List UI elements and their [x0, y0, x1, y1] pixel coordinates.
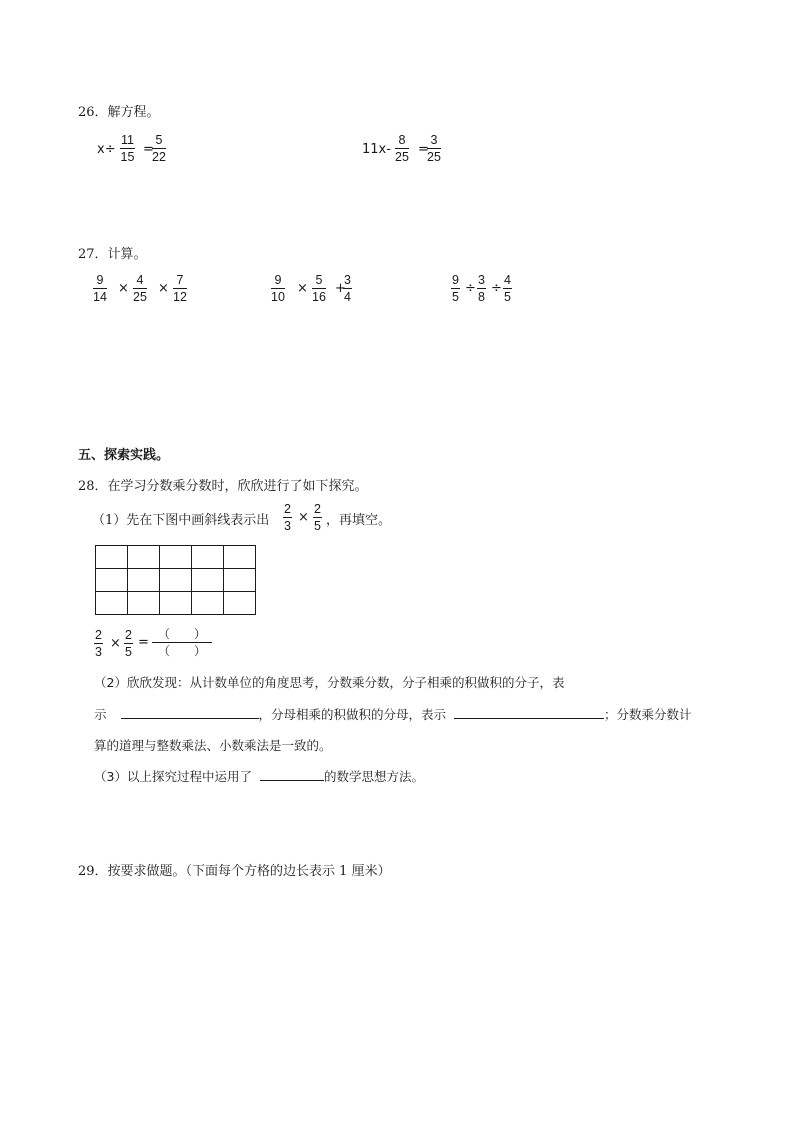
q27-e1-frac-c	[173, 273, 187, 304]
q26-eq2-equals: =	[418, 142, 429, 157]
q26-eq1-frac1	[120, 133, 135, 164]
numerator: 4	[133, 273, 147, 289]
grid-cell[interactable]	[224, 569, 256, 592]
grid-cell[interactable]	[128, 592, 160, 615]
q27-e1-op1: ×	[118, 281, 129, 296]
q26-eq2-lhs: 11x-	[362, 142, 391, 157]
grid-row	[96, 592, 256, 615]
numerator: 3	[427, 133, 441, 149]
answer-blank-2[interactable]	[454, 706, 604, 719]
q27-e3-frac-a	[451, 273, 460, 304]
q28-ans-op: ×	[110, 636, 121, 651]
numerator: 3	[344, 273, 351, 287]
grid-cell[interactable]	[192, 546, 224, 569]
numerator: 2	[314, 502, 321, 516]
q27-e2-op2: +	[335, 281, 346, 296]
q27-e3-op2: ÷	[491, 281, 502, 296]
denominator: 14	[93, 290, 107, 304]
grid-cell[interactable]	[128, 569, 160, 592]
denominator: 25	[395, 150, 409, 164]
q26-eq1-equals: =	[143, 142, 154, 157]
q27-e2-frac-a	[271, 273, 285, 304]
q28-part1-prefix: （1）先在下图中画斜线表示出	[92, 513, 270, 528]
text: （3）以上探究过程中运用了	[94, 769, 252, 784]
grid-cell[interactable]	[160, 592, 192, 615]
q28-part1-frac2	[313, 502, 322, 533]
denominator: 4	[344, 290, 351, 304]
grid-cell[interactable]	[160, 569, 192, 592]
grid-row	[96, 546, 256, 569]
q26-label: 26．解方程。	[78, 105, 160, 120]
q28-part1-suffix: ，再填空。	[326, 513, 392, 528]
denominator: 16	[312, 290, 326, 304]
denominator: 25	[427, 150, 441, 164]
grid-cell[interactable]	[96, 546, 128, 569]
denominator: 5	[314, 519, 321, 533]
denominator: 5	[125, 645, 132, 659]
grid-cell[interactable]	[128, 546, 160, 569]
numerator: 7	[173, 273, 187, 289]
denominator: 3	[284, 519, 291, 533]
q28-part1-frac1	[283, 502, 292, 533]
answer-blank-1[interactable]	[121, 706, 259, 719]
q28-part3	[94, 767, 424, 785]
q27-e2-frac-c	[343, 273, 352, 304]
numerator: 2	[284, 502, 291, 516]
q27-e1-op2: ×	[158, 281, 169, 296]
numerator: 9	[93, 273, 107, 289]
numerator: 4	[504, 273, 511, 287]
denominator: 15	[120, 150, 135, 164]
q27-e3-frac-c	[503, 273, 512, 304]
q28-part2-line2	[94, 705, 692, 723]
grid-cell[interactable]	[224, 546, 256, 569]
section5-title: 五、探索实践。	[78, 448, 170, 463]
grid-cell[interactable]	[96, 592, 128, 615]
denominator: 8	[478, 290, 485, 304]
q27-e2-op1: ×	[297, 281, 308, 296]
q27-e1-frac-a	[93, 273, 107, 304]
q28-part2-line1: （2）欣欣发现：从计数单位的角度思考，分数乘分数，分子相乘的积做积的分子，表	[94, 675, 565, 690]
numerator: 5	[152, 133, 166, 149]
q28-ans-frac1	[94, 628, 103, 659]
answer-denominator-blank[interactable]: （ ）	[158, 644, 207, 658]
q28-label: 28．在学习分数乘分数时，欣欣进行了如下探究。	[78, 479, 368, 494]
denominator: 5	[452, 290, 459, 304]
q26-eq1-lhs: x÷	[97, 142, 116, 157]
q28-ans-frac2	[124, 628, 133, 659]
numerator: 11	[121, 133, 134, 147]
numerator: 9	[271, 273, 285, 289]
q26-eq2-frac1	[395, 133, 409, 164]
numerator: 9	[452, 273, 459, 287]
q27-e3-op1: ÷	[465, 281, 476, 296]
denominator: 10	[271, 290, 285, 304]
text: ；分数乘分数计	[604, 707, 692, 722]
numerator: 2	[125, 628, 132, 642]
grid-cell[interactable]	[96, 569, 128, 592]
numerator: 2	[95, 628, 102, 642]
q28-grid[interactable]	[95, 545, 256, 615]
grid-cell[interactable]	[224, 592, 256, 615]
denominator: 25	[133, 290, 147, 304]
q27-e2-frac-b	[312, 273, 326, 304]
denominator: 22	[152, 150, 166, 164]
denominator: 3	[95, 645, 102, 659]
text: 示	[94, 707, 107, 722]
q27-label: 27．计算。	[78, 247, 147, 262]
answer-numerator-blank[interactable]: （ ）	[152, 627, 212, 643]
q28-ans-equals: =	[138, 635, 149, 650]
q26-eq1-frac2	[152, 133, 166, 164]
q29-label: 29．按要求做题。（下面每个方格的边长表示 1 厘米）	[78, 864, 391, 879]
q27-e3-frac-b	[477, 273, 486, 304]
denominator: 5	[504, 290, 511, 304]
q28-part2-line3: 算的道理与整数乘法、小数乘法是一致的。	[94, 738, 332, 753]
denominator: 12	[173, 290, 187, 304]
q28-part1-op: ×	[298, 510, 309, 525]
q27-e1-frac-b	[133, 273, 147, 304]
numerator: 5	[312, 273, 326, 289]
grid-cell[interactable]	[160, 546, 192, 569]
numerator: 3	[478, 273, 485, 287]
grid-cell[interactable]	[192, 569, 224, 592]
grid-row	[96, 569, 256, 592]
text: ，分母相乘的积做积的分母，表示	[258, 707, 447, 722]
text: 的数学思想方法。	[323, 769, 424, 784]
q26-eq2-frac2	[427, 133, 441, 164]
answer-blank-3[interactable]	[260, 768, 324, 781]
numerator: 8	[395, 133, 409, 149]
grid-cell[interactable]	[192, 592, 224, 615]
q28-ans-blank-frac[interactable]	[152, 627, 212, 658]
